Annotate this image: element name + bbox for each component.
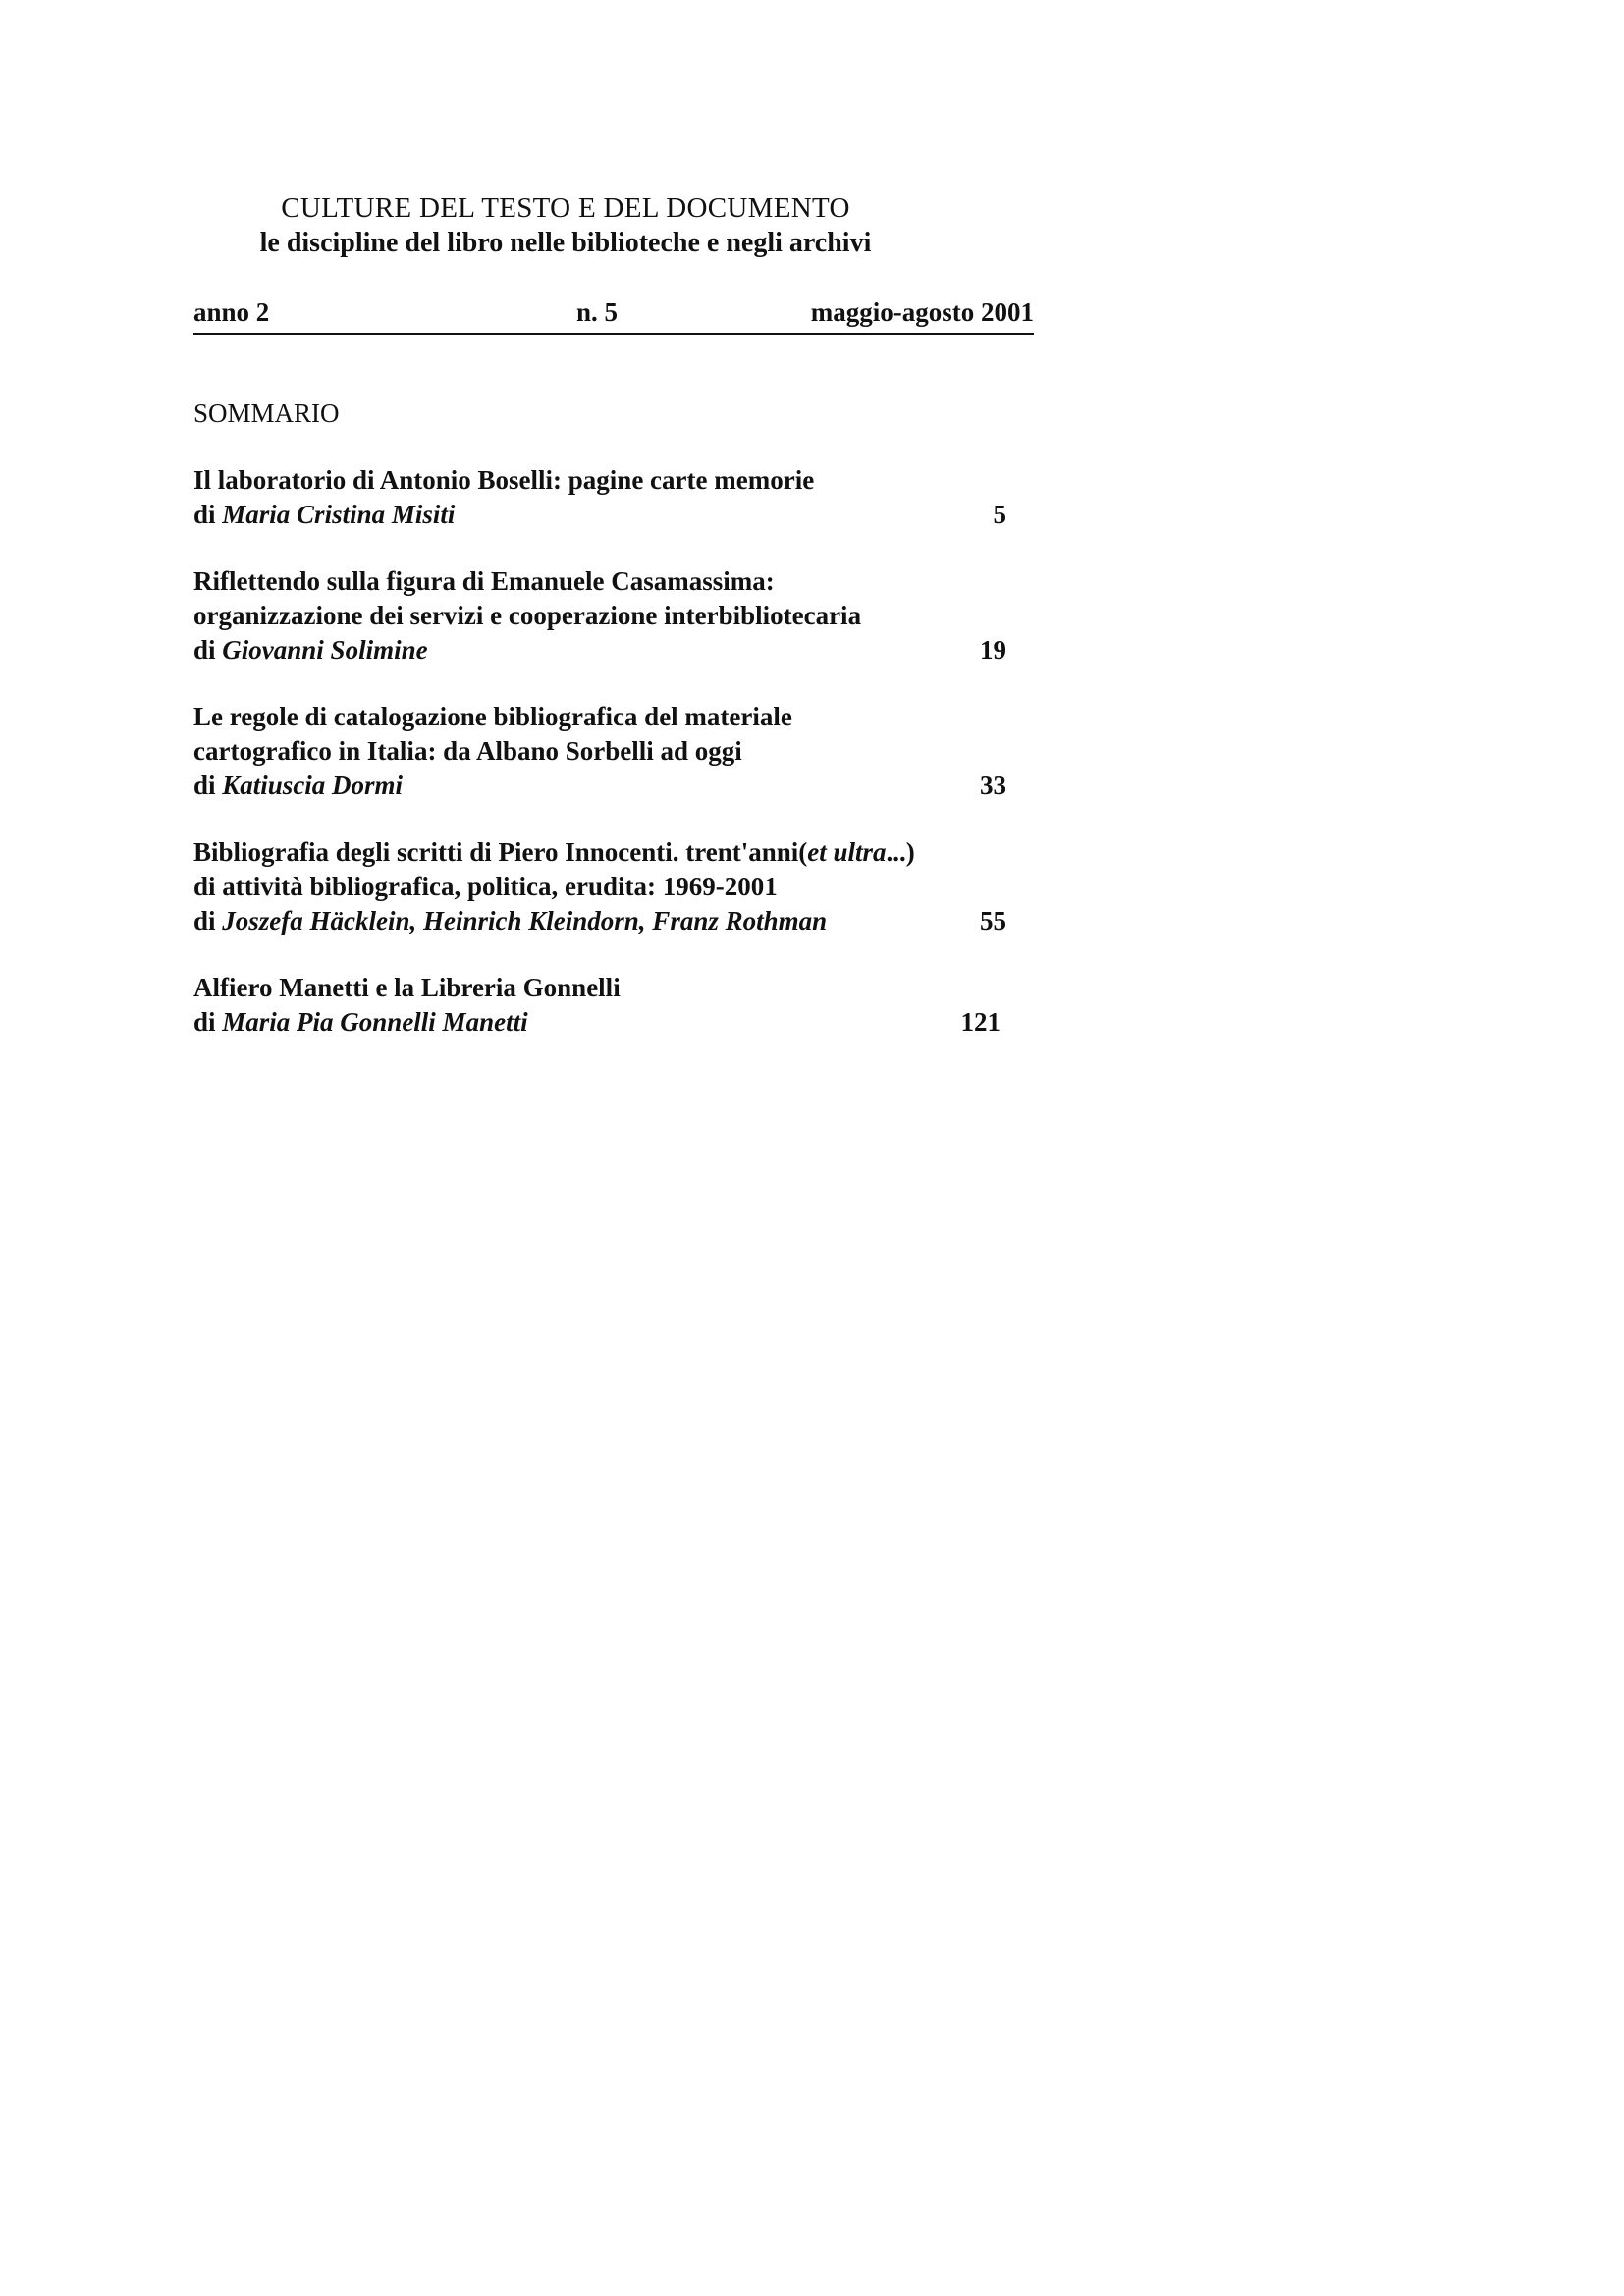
entry-title-end: ...) [886,837,915,867]
toc-entry [193,700,1028,803]
entry-author-line [193,904,1028,938]
issue-number: n. 5 [576,297,619,327]
entry-page-number: 33 [980,771,1006,800]
entry-title [193,835,1028,870]
author-prefix: di [193,771,223,800]
entry-author-line [193,633,1028,667]
entry-title: di attività bibliografica, politica, erudita: 1969-2001 [193,872,778,901]
entry-title: Alfiero Manetti e la Libreria Gonnelli [193,973,621,1002]
entry-author-line [193,769,1028,803]
entry-title: Il laboratorio di Antonio Boselli: pagine carte memorie [193,465,815,495]
entry-page-number: 121 [960,1007,1001,1037]
issue-info-line [193,297,1034,335]
toc-entry [193,971,1028,1040]
entry-title-italic: et ultra [807,837,887,867]
author-prefix: di [193,500,223,529]
toc-entry [193,835,1028,938]
author-prefix: di [193,906,223,935]
table-of-contents [193,463,1028,1072]
contents-heading: SOMMARIO [193,399,340,428]
entry-author: Maria Pia Gonnelli Manetti [222,1007,528,1037]
entry-title: cartografico in Italia: da Albano Sorbelli ad oggi [193,736,742,766]
entry-title-start: Bibliografia degli scritti di Piero Innocenti. trent'anni( [193,837,808,867]
entry-title: Le regole di catalogazione bibliografica del materiale [193,702,792,731]
entry-author: Katiuscia Dormi [222,771,404,800]
issue-year: anno 2 [193,297,270,327]
author-prefix: di [193,1007,223,1037]
issue-period: maggio-agosto 2001 [810,297,1034,327]
entry-page-number: 5 [993,500,1006,529]
author-prefix: di [193,635,223,665]
entry-page-number: 19 [980,635,1006,665]
entry-author: Joszefa Häcklein, Heinrich Kleindorn, Franz Rothman [222,906,828,935]
journal-subtitle: le discipline del libro nelle biblioteche e negli archivi [259,228,872,258]
journal-title: CULTURE DEL TESTO E DEL DOCUMENTO [281,192,850,224]
entry-author: Maria Cristina Misiti [222,500,456,529]
entry-author-line [193,498,1028,532]
toc-entry [193,564,1028,667]
entry-author: Giovanni Solimine [222,635,428,665]
entry-title: Riflettendo sulla figura di Emanuele Casamassima: [193,566,775,596]
entry-title: organizzazione dei servizi e cooperazione interbibliotecaria [193,601,862,630]
entry-author-line [193,1005,1028,1040]
toc-entry [193,463,1028,532]
entry-page-number: 55 [980,906,1006,935]
